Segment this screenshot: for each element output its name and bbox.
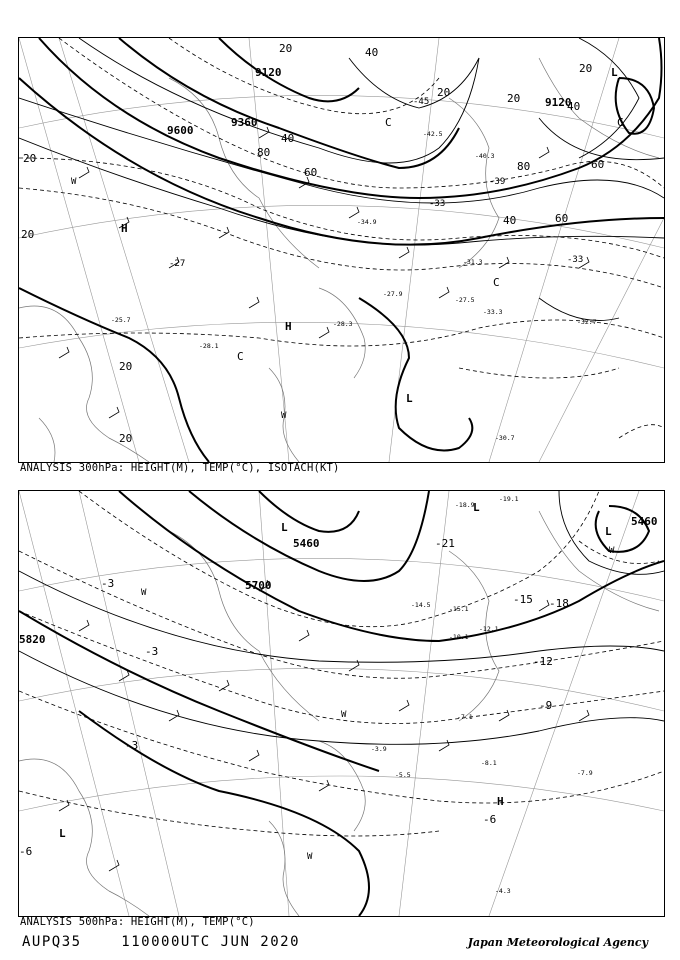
wind-center: W [609,546,615,556]
wind-center: W [341,710,347,720]
isotherm-label: -12 [533,655,553,668]
valid-time: 110000UTC JUN 2020 [121,934,301,950]
wind-center: W [71,177,77,187]
coastline [19,58,659,462]
low-pressure-center: L [406,392,413,405]
isotherm-label: -3 [145,645,159,658]
isotach-label: 60 [555,212,569,225]
isotherm-label: -27 [169,259,186,269]
isotach-center: C [237,350,244,363]
isotach-label: 40 [567,100,581,113]
isotherm-label: -45 [413,97,430,107]
height-label: 9120 [255,66,282,79]
isotherm-label: -3 [101,577,115,590]
isotach-label: 20 [279,42,293,55]
isotach-label: 60 [591,158,605,171]
station-reading: -34.9 [357,218,377,226]
station-reading: -14.5 [411,601,431,609]
chart-300hpa [18,37,665,463]
isotach-center: C [385,116,392,129]
wind-center: W [307,852,313,862]
isotherm-label: -21 [435,537,455,550]
station-reading: -25.7 [111,316,131,324]
wind-center: W [141,588,147,598]
station-reading: -19.1 [499,495,519,503]
isotach-label: 20 [119,432,133,445]
station-reading: -28.3 [333,320,353,328]
height-label: 5460 [293,537,320,550]
station-reading: -8.1 [481,759,497,767]
height-label: 5460 [631,515,658,528]
low-pressure-center: L [473,501,480,514]
low-pressure-center: L [59,827,66,840]
high-pressure-center: H [285,320,292,333]
low-pressure-center: L [605,525,612,538]
agency-name: Japan Meteorological Agency [467,936,648,949]
high-pressure-center: H [497,795,504,808]
product-code: AUPQ35 [22,934,82,950]
station-reading: -5.5 [395,771,411,779]
station-reading: -27.9 [383,290,403,298]
height-label: 5820 [19,633,46,646]
height-label: 5700 [245,579,272,592]
isotherm-label: -9 [539,699,553,712]
station-reading: -4.3 [495,887,511,895]
height-contours [19,491,664,916]
isotherm-label: -33 [567,255,584,265]
station-reading: -33.3 [483,308,503,316]
isotach-label: 40 [503,214,517,227]
station-reading: -40.3 [475,152,495,160]
low-pressure-center: L [611,66,618,79]
isotach-label: 80 [517,160,531,173]
isotachs [19,38,664,321]
isotherm-label: -33 [429,199,446,209]
isotherm-label: -6 [483,813,497,826]
station-reading: -27.5 [455,296,475,304]
map-500hpa [19,491,664,916]
high-pressure-center: H [121,222,128,235]
isotach-center: C [617,116,624,129]
station-reading: -31.3 [463,258,483,266]
height-label: 9120 [545,96,572,109]
station-reading: -42.5 [423,130,443,138]
isotach-label: 20 [437,86,451,99]
station-reading: -15.1 [449,605,469,613]
station-reading: -7.9 [577,769,593,777]
isotherm-label: -3 [125,739,139,752]
wind-center: W [281,411,287,421]
isotach-label: 20 [579,62,593,75]
graticule [19,491,664,916]
caption-500hpa: ANALYSIS 500hPa: HEIGHT(M), TEMP(°C) [20,916,255,928]
isotach-label: 80 [257,146,271,159]
station-reading: -7.1 [457,713,473,721]
coastline [19,511,659,916]
station-reading: -12.1 [479,625,499,633]
station-reading: -32.7 [577,318,597,326]
isotach-label: 40 [365,46,379,59]
isotach-label: 20 [507,92,521,105]
station-reading: -30.7 [495,434,515,442]
isotherm-label: -15 [513,593,533,606]
isotach-label: 40 [281,132,295,145]
station-reading: -10.1 [449,633,469,641]
isotherm-label: -39 [489,177,506,187]
isotach-label: 60 [304,166,318,179]
station-reading: -3.9 [371,745,387,753]
caption-300hpa: ANALYSIS 300hPa: HEIGHT(M), TEMP(°C), ISOTACH(KT) [20,462,340,474]
product-header [22,934,300,950]
station-reading: -28.1 [199,342,219,350]
station-reading: -18.9 [455,501,475,509]
height-label: 9600 [167,124,194,137]
isotherm-label: -6 [19,845,33,858]
chart-500hpa [18,490,665,917]
isotach-label: 20 [23,152,37,165]
height-label: 9360 [231,116,258,129]
isotach-label: 20 [119,360,133,373]
isotach-center: C [493,276,500,289]
map-300hpa [19,38,664,462]
low-pressure-center: L [281,521,288,534]
isotherm-label: -18 [549,597,569,610]
isotach-label: 20 [21,228,35,241]
wind-barbs [59,127,589,418]
